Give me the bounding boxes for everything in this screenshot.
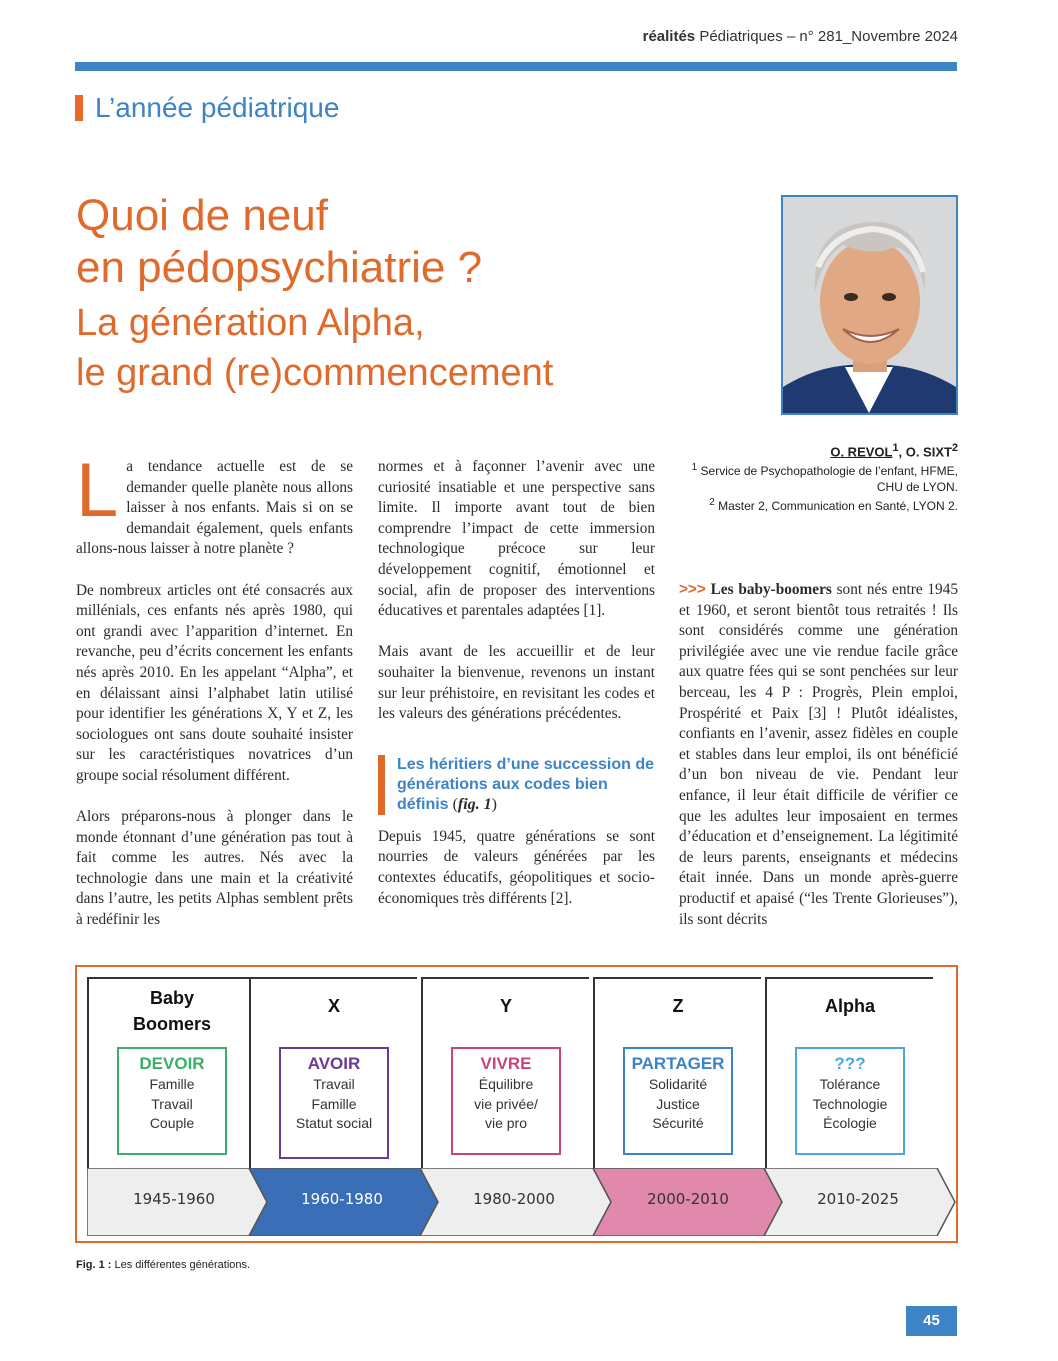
period-label: 2000-2010 (647, 1190, 729, 1208)
generation-keyword: Statut social (295, 1115, 373, 1131)
generation-y (421, 977, 589, 1175)
paragraph-text: sont nés entre 1945 et 1960, et seront bientôt tous retraités ! Ils sont considérés comme une génération privilégiée avec une vie rendue facile grâce aux quatre fées qui se sont penchées sur leur berceau, les 4 P : Progrès, Plein emploi, Prospérité et Paix [3] ! Plutôt idéalistes, confiants en l’avenir, assez fidèles en couple et stables dans leur emploi, ils ont bénéficié d’un bon niveau de vie. Pendant leur enfance, il leur était difficile de vérifier ce que les adultes leur imposaient en termes d’éducation et d’enseignement. La légitimité de leurs parents, enseignants et médecins était innée. Dans un monde après-guerre productif et apaisé (“les Trente Glorieuses”), ils sont décrits (679, 581, 958, 928)
journal-name: réalités (642, 28, 696, 45)
affiliation-1b: CHU de LYON. (876, 480, 958, 495)
figure-reference-close: ) (491, 795, 497, 813)
generation-value: PARTAGER (631, 1054, 725, 1073)
generation-baby-boomers (87, 977, 255, 1175)
period-label: 1960-1980 (301, 1190, 383, 1208)
timeline (87, 1168, 957, 1236)
generation-keyword: Couple (149, 1115, 195, 1131)
generation-name-line-2: Boomers (132, 1014, 212, 1034)
affiliation-1-text: Service de Psychopathologie de l’enfant, HFME, (700, 464, 958, 479)
header-rule (75, 62, 957, 71)
generation-keyword: Technologie (812, 1095, 888, 1112)
subheading-label: Les héritiers d’une succession de générations aux codes bien définis (397, 755, 654, 813)
generation-x (249, 977, 417, 1175)
figure-caption (76, 1259, 250, 1271)
generation-keyword: Famille (149, 1076, 195, 1092)
column-2 (378, 457, 655, 930)
generation-keyword: Solidarité (648, 1076, 708, 1092)
subheading-bar (378, 755, 385, 815)
paragraph: Depuis 1945, quatre générations se sont nourries de valeurs générées par les contextes éducatifs, géopolitiques et socio-économiques très différents [2]. (378, 827, 655, 907)
section-label (75, 92, 339, 124)
generation-value: DEVOIR (139, 1054, 205, 1073)
generation-keyword: Sécurité (652, 1115, 704, 1131)
drop-cap: L (76, 448, 119, 533)
affiliation-2-text: Master 2, Communication en Santé, LYON 2. (718, 499, 958, 514)
figure-reference (449, 796, 497, 813)
subtitle-line-1: La génération Alpha, (76, 302, 425, 344)
generation-alpha (765, 977, 933, 1175)
title-line-1: Quoi de neuf (76, 191, 328, 240)
byline (658, 440, 958, 514)
period-label: 1980-2000 (473, 1190, 555, 1208)
period-label: 1945-1960 (133, 1190, 215, 1208)
generation-z (593, 977, 761, 1175)
generation-keyword: Travail (151, 1095, 193, 1112)
generation-keyword: vie pro (484, 1115, 528, 1131)
journal-header (643, 28, 958, 45)
author-1: O. REVOL (830, 444, 893, 460)
figure-caption-text: Les différentes générations. (111, 1259, 251, 1271)
paragraph: Alors préparons-nous à plonger dans le monde étonnant d’une génération pas tout à fait comme les autres. Nés avec la technologie dans une main et la créativité dans l’autre, les petits Alphas semblent prêts à redéfinir les (76, 808, 353, 929)
generation-keyword: Tolérance (819, 1076, 881, 1092)
baby-boomers-lead: Les baby-boomers (705, 581, 832, 598)
generation-keyword: Travail (313, 1076, 355, 1092)
authors (658, 440, 958, 460)
generation-value: VIVRE (480, 1054, 532, 1073)
generation-name: X (327, 996, 340, 1016)
subheading-text (397, 755, 655, 815)
portrait-illustration (783, 197, 956, 413)
figure-reference-label: fig. 1 (457, 795, 492, 813)
generation-keyword: Équilibre (478, 1076, 534, 1092)
author-2: , O. SIXT (898, 444, 952, 460)
generation-value: ??? (834, 1054, 866, 1073)
journal-issue: Pédiatriques – n° 281_Novembre 2024 (699, 28, 958, 45)
subtitle-line-2: le grand (re)commencement (76, 352, 554, 394)
section-marker (75, 95, 83, 121)
figure-caption-label: Fig. 1 : (76, 1259, 112, 1271)
paragraph-intro-text: a tendance actuelle est de se demander quelle planète nous allons laisser à nos enfants. Mais si on se demandait également, quels enfants allons-nous laisser à notre planète ? (76, 458, 353, 558)
generation-name-line-1: Baby (149, 988, 194, 1008)
generation-values-box (117, 1047, 227, 1155)
affiliation-2-sup: 2 (709, 497, 715, 509)
generation-name: Z (672, 996, 684, 1016)
generation-values-box (795, 1047, 905, 1155)
paragraph-intro (76, 448, 353, 560)
author-portrait (781, 195, 958, 415)
article-title (76, 190, 756, 398)
generation-values-box (451, 1047, 561, 1155)
paragraph: De nombreux articles ont été consacrés aux millénials, ces enfants nés après 1980, qui ont grandi avec l’apparition d’internet. En revanche, peu d’écrits concernent les enfants nés après 2010. En les appelant “Alpha”, et en délaissant ainsi l’alphabet latin utilisé pour identifier les générations X, Y et Z, les sociologues ont sans doute souhaité insister sur les caractéristiques novatrices d’un groupe social résolument différent. (76, 581, 353, 784)
subheading (378, 755, 655, 815)
author-1-sup: 1 (892, 442, 899, 454)
column-3 (679, 580, 958, 951)
column-1 (76, 448, 353, 951)
continuation-arrows: >>> (679, 581, 706, 598)
generation-keyword: Justice (656, 1095, 700, 1112)
generation-value: AVOIR (307, 1054, 361, 1073)
paragraph: Mais avant de les accueillir et de leur souhaiter la bienvenue, revenons un instant sur leur préhistoire, en revisitant les codes et les valeurs des générations précédentes. (378, 643, 655, 723)
generation-values-box (623, 1047, 733, 1155)
generation-keyword: vie privée/ (474, 1095, 538, 1112)
paragraph: normes et à façonner l’avenir avec une curiosité insatiable et une perspective sans limite. Il importe avant tout de bien comprendre l’impact de cette immersion technologique précoce sur leur développement cognitif, émotionnel et social, afin de proposer des interventions éducatives et parentales adaptées [1]. (378, 458, 655, 620)
section-title: L’année pédiatrique (95, 92, 340, 123)
period-label: 2010-2025 (817, 1190, 899, 1208)
paragraph (679, 580, 958, 930)
affiliation-2 (658, 495, 958, 514)
author-2-sup: 2 (951, 442, 958, 454)
generation-name: Alpha (824, 996, 875, 1016)
generation-name (89, 985, 255, 1037)
generation-keyword: Famille (311, 1095, 357, 1112)
page-number: 45 (906, 1306, 957, 1336)
affiliation-1-sup: 1 (691, 462, 698, 474)
generation-keyword: Écologie (823, 1115, 877, 1131)
generation-values-box (279, 1047, 389, 1159)
generation-name: Y (499, 996, 512, 1016)
figure-reference-open: ( (448, 795, 458, 813)
affiliation-1 (658, 460, 958, 479)
title-line-2: en pédopsychiatrie ? (76, 243, 483, 292)
